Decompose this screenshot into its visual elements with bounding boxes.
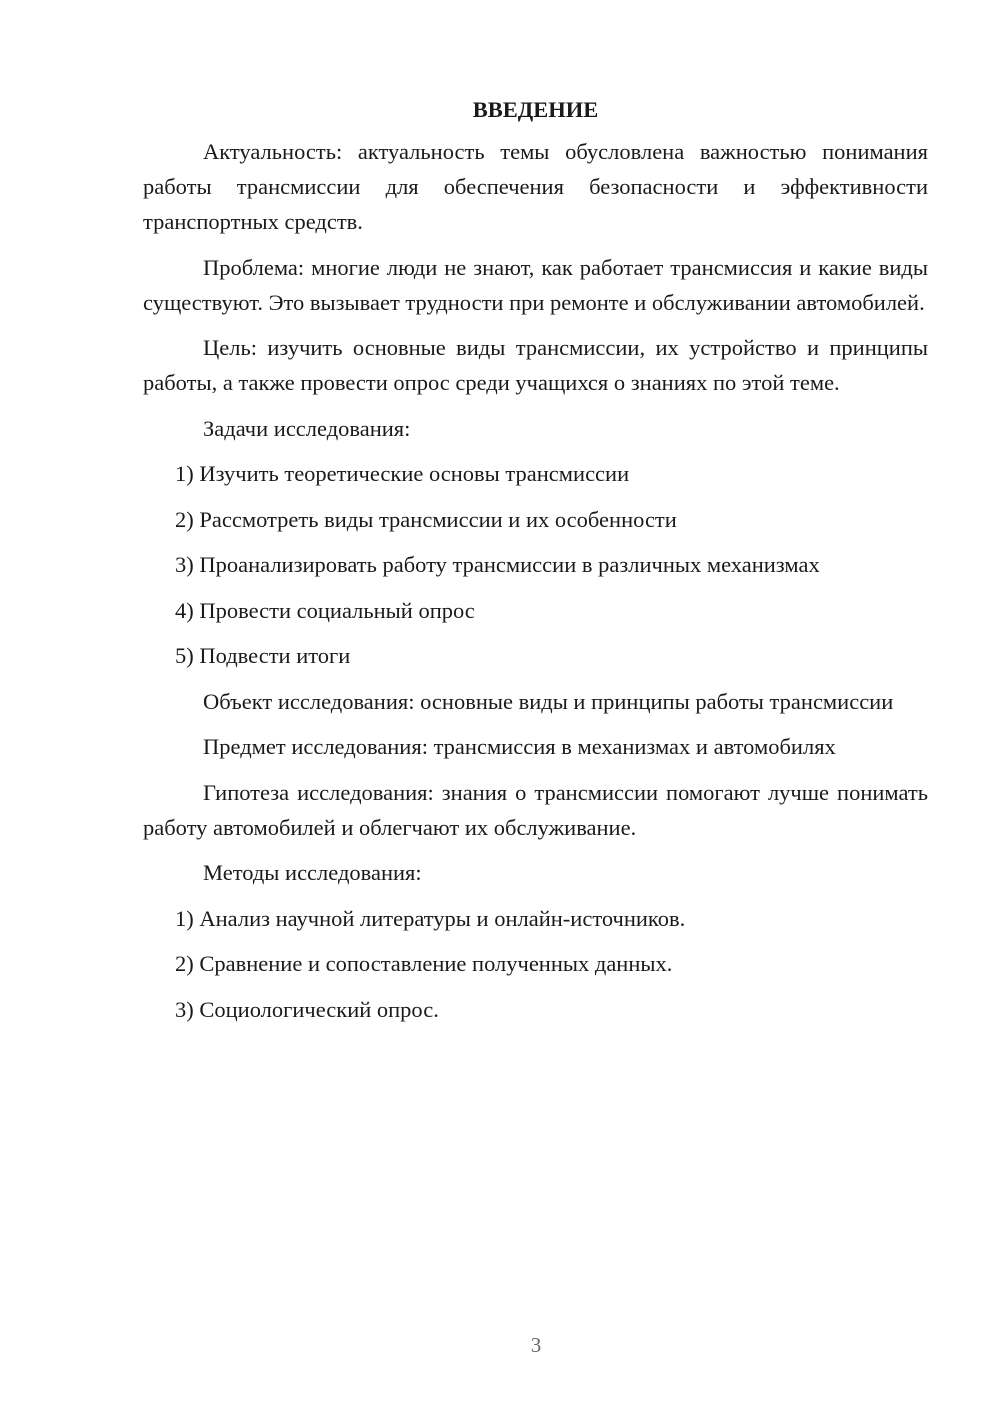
task-item: 2) Рассмотреть виды трансмиссии и их особенности [175,506,677,532]
page-number: 3 [530,1333,542,1357]
task-item: 5) Подвести итоги [175,643,351,668]
methods-list [143,901,928,1027]
object-paragraph: Объект исследования: основные виды и принципы работы трансмиссии [203,688,894,714]
hypothesis-paragraph: Гипотеза исследования: знания о трансмиссии помогают лучше понимать работу автомобилей и облегчают их обслуживание. [143,779,928,840]
goal-paragraph: Цель: изучить основные виды трансмиссии, их устройство и принципы работы, а также провести опрос среди учащихся о знаниях по этой теме. [143,335,928,395]
method-item: 1) Анализ научной литературы и онлайн-источников. [175,905,686,931]
task-item: 3) Проанализировать работу трансмиссии в различных механизмах [175,552,820,577]
methods-heading: Методы исследования: [203,860,422,885]
subject-paragraph: Предмет исследования: трансмиссия в механизмах и автомобилях [203,734,836,759]
document-body [143,92,928,1037]
task-item: 4) Провести социальный опрос [175,597,475,623]
page-title: ВВЕДЕНИЕ [472,97,599,122]
relevance-paragraph: Актуальность: актуальность темы обусловлена важностью понимания работы трансмиссии для обеспечения безопасности и эффективности транспортных средств. [143,139,928,234]
problem-paragraph: Проблема: многие люди не знают, как работает трансмиссия и какие виды существуют. Это вызывает трудности при ремонте и обслуживании автомобилей. [143,254,928,315]
tasks-heading: Задачи исследования: [203,415,411,441]
method-item: 2) Сравнение и сопоставление полученных данных. [175,951,673,976]
tasks-list [143,456,928,673]
method-item: 3) Социологический опрос. [175,996,439,1022]
task-item: 1) Изучить теоретические основы трансмиссии [175,461,630,486]
